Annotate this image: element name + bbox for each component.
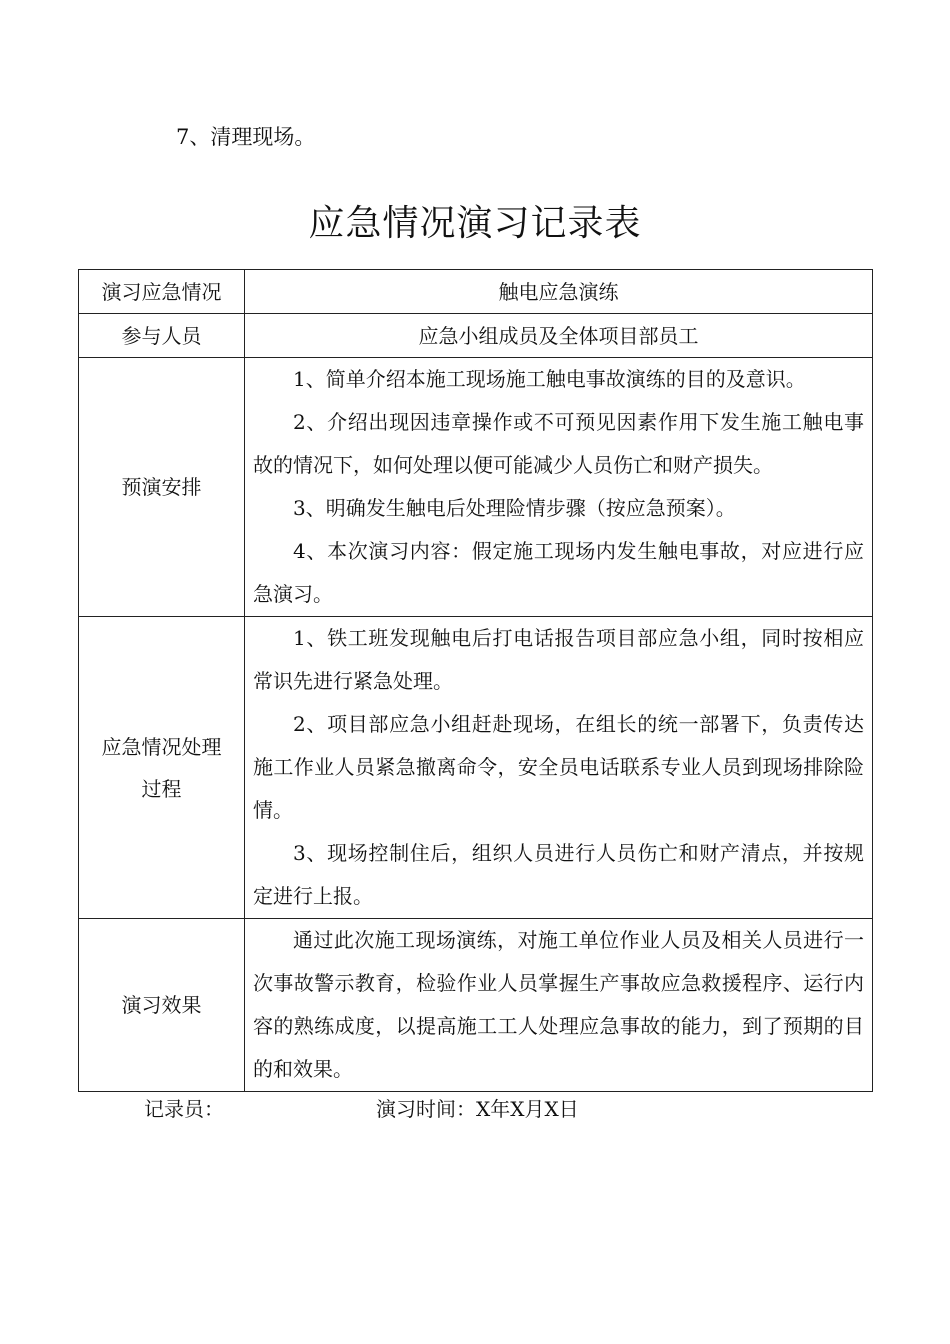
plan-item-1: 1、简单介绍本施工现场施工触电事故演练的目的及意识。 <box>293 367 806 391</box>
drill-situation-value: 触电应急演练 <box>245 270 873 314</box>
row-plan <box>79 358 873 617</box>
drill-record-table <box>78 269 873 1092</box>
effect-paragraph: 通过此次施工现场演练，对施工单位作业人员及相关人员进行一次事故警示教育，检验作业人员掌握生产事故应急救援程序、运行内容的熟练成度，以提高施工工人处理应急事故的能力，到了预期的目的和效果。 <box>253 928 864 1081</box>
plan-item-3: 3、明确发生触电后处理险情步骤（按应急预案）。 <box>293 496 736 520</box>
plan-item-2: 2、介绍出现因违章操作或不可预见因素作用下发生施工触电事故的情况下，如何处理以便可能减少人员伤亡和财产损失。 <box>253 410 864 477</box>
process-item-3: 3、现场控制住后，组织人员进行人员伤亡和财产清点，并按规定进行上报。 <box>253 841 864 908</box>
process-item-1: 1、铁工班发现触电后打电话报告项目部应急小组，同时按相应常识先进行紧急处理。 <box>253 626 864 693</box>
drill-time: 演习时间：X年X月X日 <box>376 1097 579 1121</box>
participants-label: 参与人员 <box>79 314 245 358</box>
plan-item-4: 4、本次演习内容：假定施工现场内发生触电事故，对应进行应急演习。 <box>253 539 864 606</box>
row-participants <box>79 314 873 358</box>
participants-value: 应急小组成员及全体项目部员工 <box>245 314 873 358</box>
effect-label: 演习效果 <box>79 919 245 1092</box>
effect-content <box>245 919 873 1092</box>
plan-label: 预演安排 <box>79 358 245 617</box>
plan-content <box>245 358 873 617</box>
row-drill-situation <box>79 270 873 314</box>
recorder-label: 记录员： <box>144 1097 224 1121</box>
process-label-line-2: 过程 <box>141 776 182 801</box>
process-item-2: 2、项目部应急小组赶赴现场，在组长的统一部署下，负责传达施工作业人员紧急撤离命令，安全员电话联系专业人员到现场排除险情。 <box>253 712 864 822</box>
row-process <box>79 617 873 919</box>
process-label <box>79 617 245 919</box>
intro-line: 7、清理现场。 <box>176 125 316 149</box>
page-title: 应急情况演习记录表 <box>308 203 642 244</box>
process-content <box>245 617 873 919</box>
drill-situation-label: 演习应急情况 <box>79 270 245 314</box>
process-label-line-1: 应急情况处理 <box>101 734 222 759</box>
row-effect <box>79 919 873 1092</box>
